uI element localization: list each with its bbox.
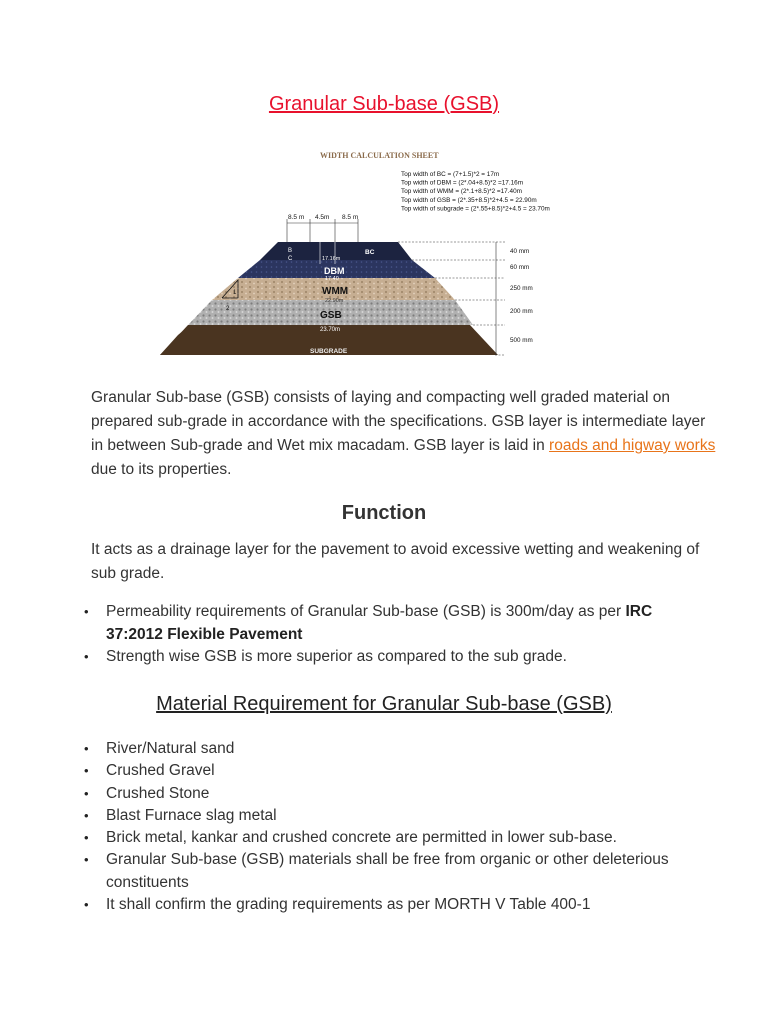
list-item: • River/Natural sand [84, 738, 704, 760]
calculation-note: Top width of GSB = (2*.35+8.5)*2+4.5 = 22.90m [401, 196, 537, 204]
function-paragraph: It acts as a drainage layer for the pavement to avoid excessive wetting and weakening of sub grade. [91, 541, 700, 582]
dimension-label: 8.5 m [288, 214, 305, 221]
roads-highway-link[interactable]: roads and higway works [549, 437, 716, 454]
material-heading: Material Requirement for Granular Sub-base (GSB) [156, 693, 612, 715]
thickness-label: 200 mm [510, 308, 533, 315]
list-item: • Blast Furnace slag metal [84, 805, 704, 827]
calculation-notes [401, 171, 550, 212]
thickness-label: 40 mm [510, 248, 530, 255]
dimension-label: 8.5 m [342, 214, 359, 221]
layer-label-wmm: WMM [322, 286, 349, 297]
function-bullets [84, 601, 704, 669]
list-item: • Permeability requirements of Granular Sub-base (GSB) is 300m/day as per IRC 37:2012 Flexible Pavement [84, 601, 704, 646]
thickness-label: 60 mm [510, 264, 530, 271]
layer-label-gsb: GSB [320, 310, 342, 321]
thickness-label: 500 mm [510, 337, 533, 344]
calculation-note: Top width of subgrade = (2*.55+8.5)*2+4.5 = 23.70m [401, 205, 550, 213]
pavement-cross-section [160, 140, 560, 365]
layer-mark: B [288, 248, 293, 254]
function-heading: Function [341, 502, 427, 524]
layer-mark: C [288, 256, 293, 262]
layer-label-subgrade: SUBGRADE [310, 348, 348, 355]
intro-text: Granular Sub-base (GSB) consists of laying and compacting well graded material on prepared sub-grade in accordance with the specifications. GSB layer is intermediate layer in between Sub-grade and Wet mix macadam. GSB layer is laid in [91, 389, 706, 454]
layer-mark: 2 [226, 306, 230, 312]
irc-reference: IRC 37:2012 Flexible Pavement [106, 603, 653, 643]
material-list [84, 738, 704, 916]
dimension-label: 4.5m [315, 214, 330, 221]
thickness-label: 250 mm [510, 285, 533, 292]
top-dimensions [287, 219, 358, 242]
figure-heading: WIDTH CALCULATION SHEET [320, 151, 439, 160]
layer-mark: 17.16m [322, 256, 341, 262]
page-title: Granular Sub-base (GSB) [268, 93, 500, 115]
calculation-note: Top width of DBM = (2*.04+8.5)*2 =17.16m [401, 179, 524, 187]
list-item: • Crushed Gravel [84, 760, 704, 782]
layer-label-bc: BC [365, 249, 375, 256]
intro-text-end: due to its properties. [91, 461, 232, 478]
layer-mark: 17.40 [325, 276, 339, 282]
layer-label-dbm: DBM [324, 266, 345, 276]
list-item: • Strength wise GSB is more superior as compared to the sub grade. [84, 646, 704, 669]
calculation-note: Top width of BC = (7+1.5)*2 = 17m [401, 171, 500, 178]
list-item: • Granular Sub-base (GSB) materials shall be free from organic or other deleterious constituents [84, 849, 704, 894]
layer-mark: 1 [233, 290, 237, 296]
width-calculation-figure [160, 140, 560, 365]
list-item: • Brick metal, kankar and crushed concrete are permitted in lower sub-base. [84, 827, 704, 849]
layer-mark: 22.90m [325, 298, 344, 304]
list-item: • It shall confirm the grading requirements as per MORTH V Table 400-1 [84, 894, 704, 916]
intro-paragraph [91, 386, 721, 482]
layer-mark: 23.70m [320, 327, 341, 333]
list-item: • Crushed Stone [84, 783, 704, 805]
calculation-note: Top width of WMM = (2*.1+8.5)*2 =17.40m [401, 188, 522, 196]
